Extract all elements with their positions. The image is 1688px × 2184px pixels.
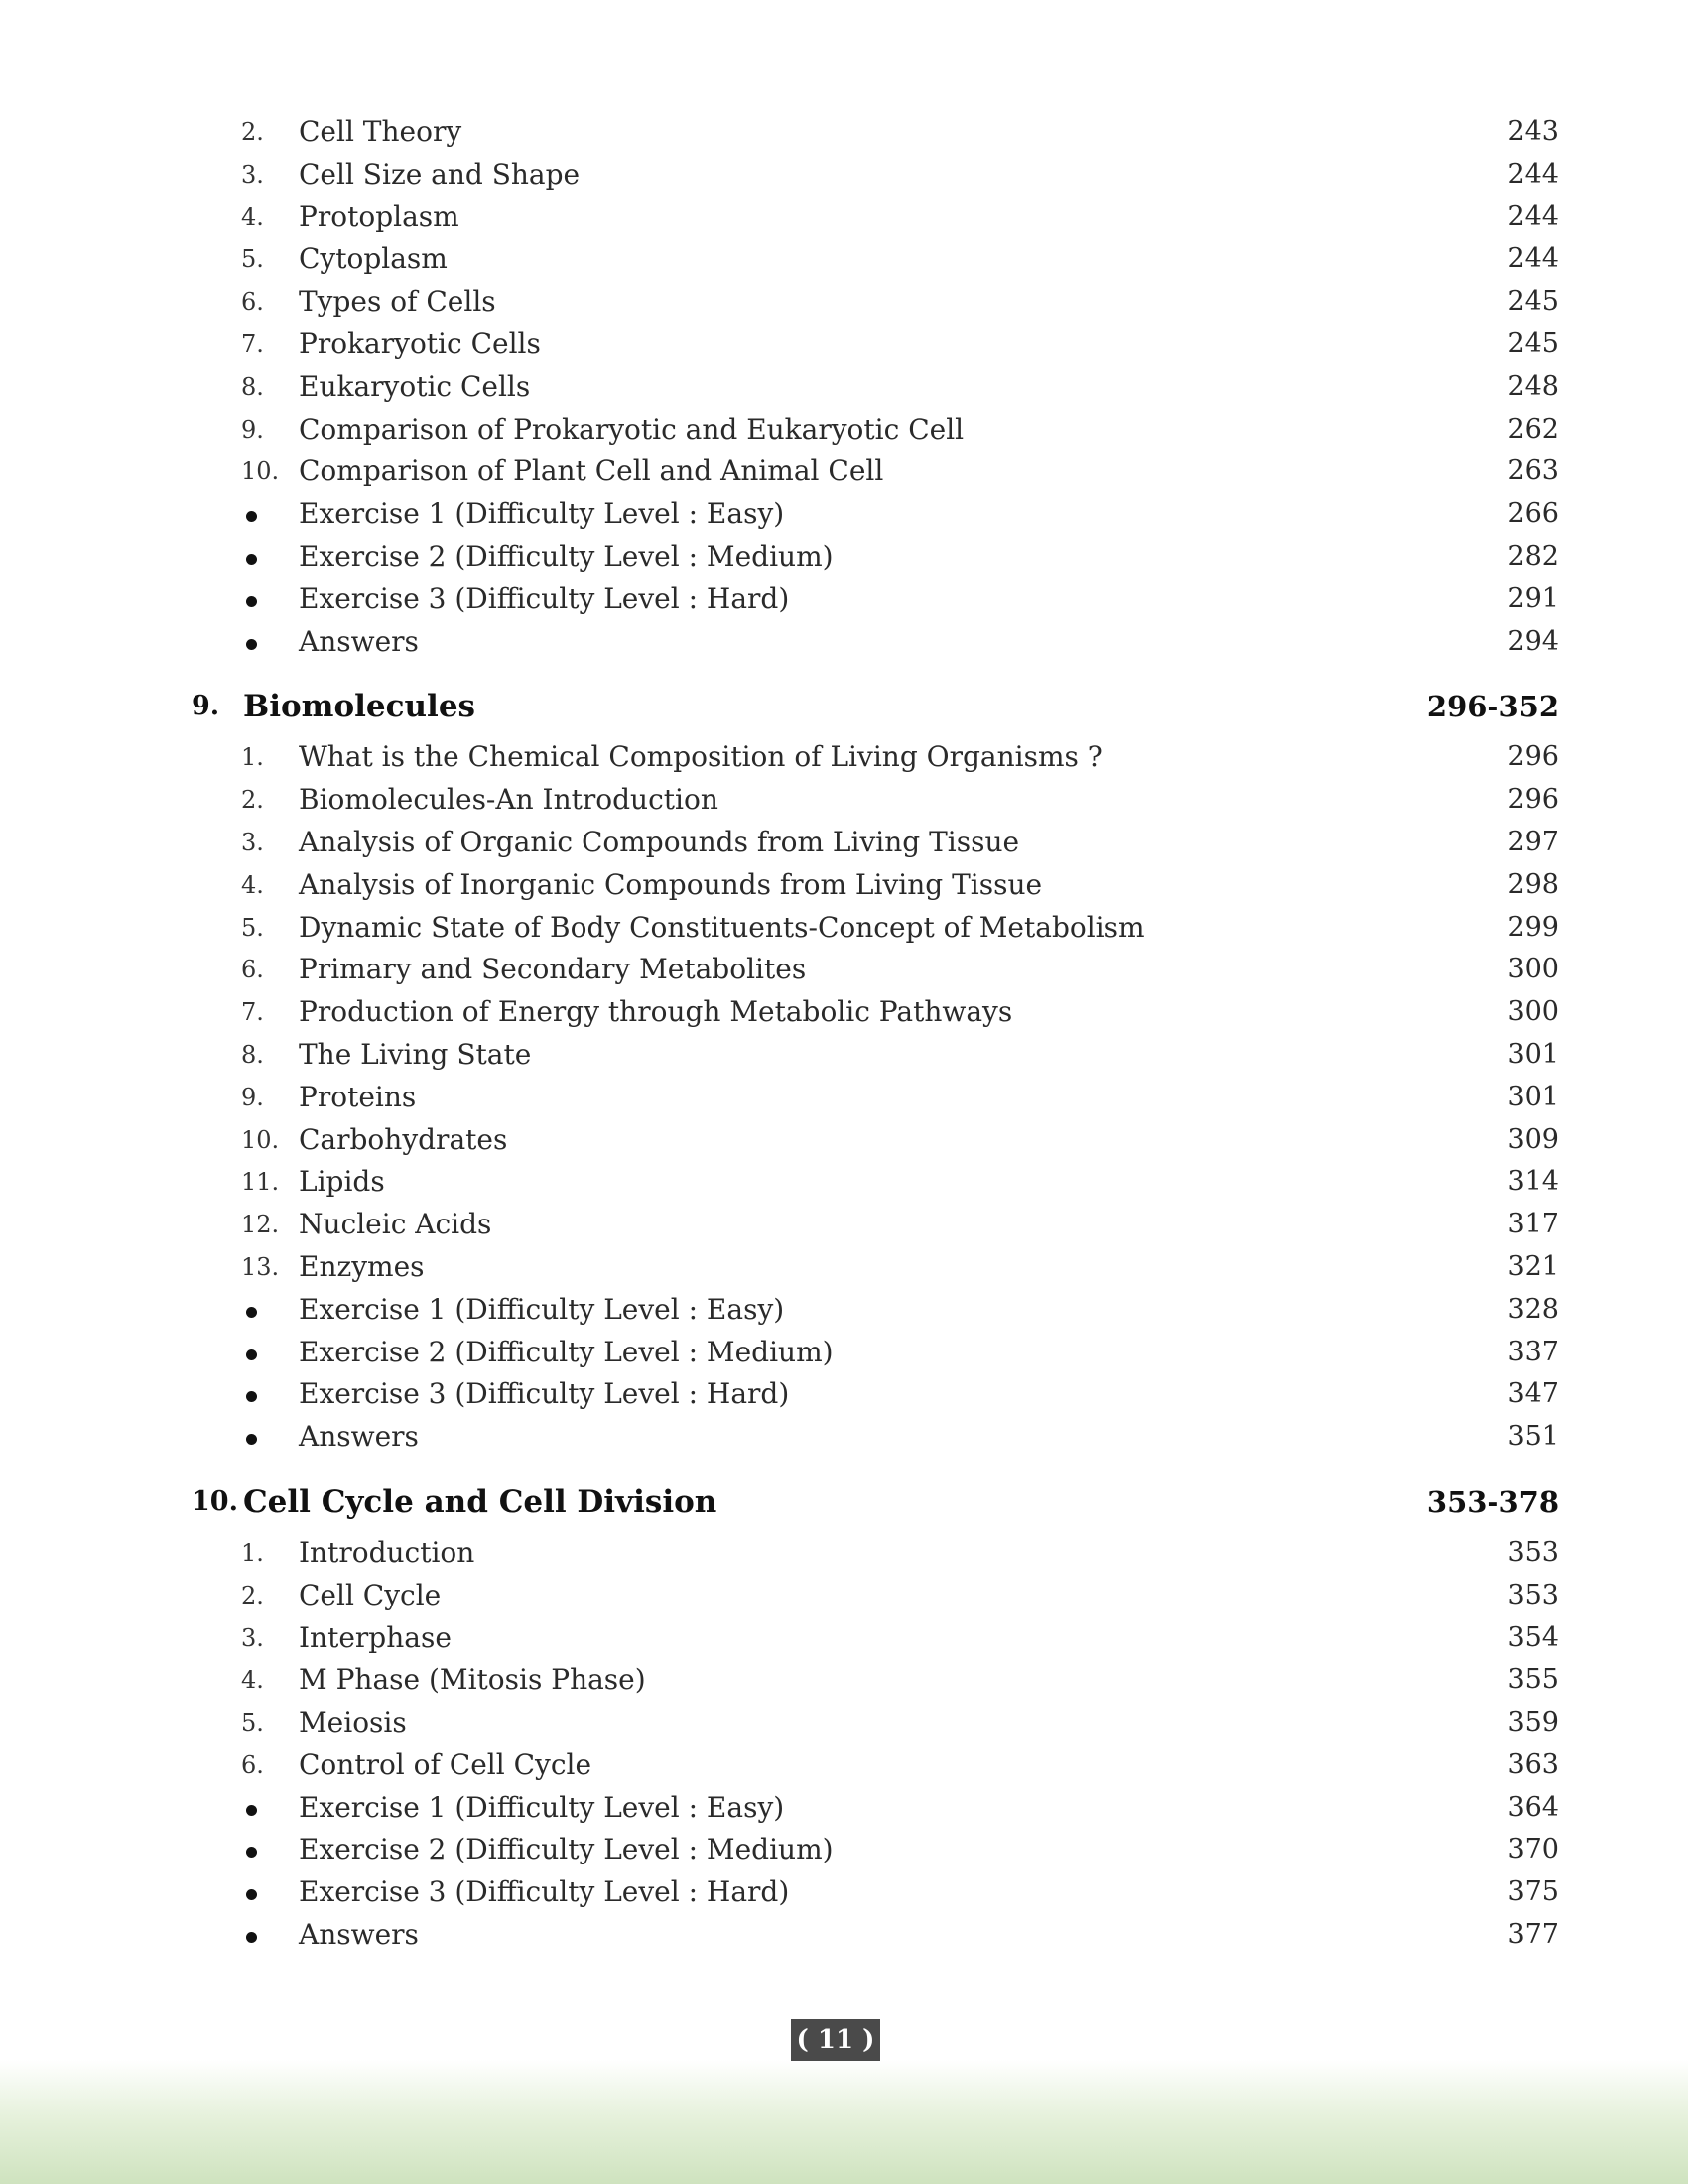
entry-title: Cell Theory xyxy=(299,115,462,148)
chapter-page-range: 296-352 xyxy=(1426,690,1559,724)
entry-title: Exercise 2 (Difficulty Level : Medium) xyxy=(299,1833,834,1866)
toc-entry xyxy=(0,450,1688,493)
entry-number: 12. xyxy=(241,1211,280,1239)
entry-page-number: 359 xyxy=(1507,1707,1559,1738)
toc-entry xyxy=(0,621,1688,664)
toc-entry xyxy=(0,1659,1688,1702)
toc-entry xyxy=(0,949,1688,991)
entry-title: Meiosis xyxy=(299,1706,407,1739)
toc-entry xyxy=(0,1332,1688,1374)
toc-entry xyxy=(0,281,1688,323)
entry-title: Exercise 1 (Difficulty Level : Easy) xyxy=(299,497,785,531)
entry-page-number: 300 xyxy=(1507,996,1559,1028)
bullet-icon xyxy=(246,639,257,650)
chapter-page-range: 353-378 xyxy=(1426,1484,1559,1519)
entry-title: Lipids xyxy=(299,1165,385,1199)
entry-page-number: 354 xyxy=(1507,1621,1559,1653)
entry-number: 10. xyxy=(241,457,280,486)
bullet-icon xyxy=(246,1391,257,1402)
toc-entry xyxy=(0,1204,1688,1246)
entry-page-number: 291 xyxy=(1507,582,1559,614)
toc-entry xyxy=(0,1914,1688,1957)
toc-entry xyxy=(0,1829,1688,1871)
entry-title: Answers xyxy=(299,624,419,658)
chapter-heading xyxy=(0,679,1688,734)
entry-title: Exercise 3 (Difficulty Level : Hard) xyxy=(299,1377,790,1411)
toc-entry xyxy=(0,1373,1688,1416)
entry-page-number: 244 xyxy=(1507,243,1559,275)
entry-title: M Phase (Mitosis Phase) xyxy=(299,1663,646,1697)
entry-page-number: 296 xyxy=(1507,741,1559,773)
entry-title: Answers xyxy=(299,1420,419,1454)
entry-title: Exercise 1 (Difficulty Level : Easy) xyxy=(299,1292,785,1326)
toc-entry xyxy=(0,409,1688,451)
toc-entry xyxy=(0,1744,1688,1787)
entry-title: Primary and Secondary Metabolites xyxy=(299,953,807,986)
entry-number: 4. xyxy=(241,870,264,899)
entry-title: Control of Cell Cycle xyxy=(299,1747,592,1781)
toc-entry xyxy=(0,1077,1688,1119)
toc-entry xyxy=(0,111,1688,154)
entry-title: Answers xyxy=(299,1918,419,1952)
entry-title: Eukaryotic Cells xyxy=(299,369,531,403)
entry-page-number: 301 xyxy=(1507,1038,1559,1070)
entry-page-number: 364 xyxy=(1507,1791,1559,1823)
entry-number: 3. xyxy=(241,828,264,856)
entry-page-number: 243 xyxy=(1507,116,1559,147)
table-of-contents xyxy=(0,111,1688,1957)
entry-title: Introduction xyxy=(299,1535,475,1569)
toc-entry xyxy=(0,493,1688,536)
entry-number: 2. xyxy=(241,786,264,815)
bullet-icon xyxy=(246,1805,257,1816)
entry-title: Interphase xyxy=(299,1620,452,1654)
entry-number: 5. xyxy=(241,913,264,942)
entry-page-number: 296 xyxy=(1507,784,1559,816)
bullet-icon xyxy=(246,1889,257,1900)
toc-entry xyxy=(0,1871,1688,1914)
entry-page-number: 375 xyxy=(1507,1876,1559,1908)
entry-page-number: 363 xyxy=(1507,1748,1559,1780)
bullet-icon xyxy=(246,511,257,522)
page-number-badge: ( 11 ) xyxy=(791,2019,880,2061)
entry-page-number: 298 xyxy=(1507,868,1559,900)
toc-entry xyxy=(0,536,1688,578)
entry-page-number: 337 xyxy=(1507,1336,1559,1367)
toc-entry xyxy=(0,1787,1688,1830)
chapter-number: 10. xyxy=(192,1485,238,1517)
toc-entry xyxy=(0,196,1688,239)
entry-title: Cell Cycle xyxy=(299,1578,442,1611)
entry-page-number: 370 xyxy=(1507,1834,1559,1865)
entry-number: 6. xyxy=(241,288,264,317)
entry-page-number: 244 xyxy=(1507,158,1559,190)
entry-page-number: 355 xyxy=(1507,1664,1559,1696)
entry-number: 3. xyxy=(241,160,264,189)
entry-title: Exercise 2 (Difficulty Level : Medium) xyxy=(299,1335,834,1368)
entry-number: 1. xyxy=(241,743,264,772)
entry-page-number: 300 xyxy=(1507,954,1559,985)
entry-number: 9. xyxy=(241,1083,264,1111)
entry-page-number: 328 xyxy=(1507,1293,1559,1325)
entry-page-number: 317 xyxy=(1507,1209,1559,1240)
entry-title: Exercise 2 (Difficulty Level : Medium) xyxy=(299,539,834,573)
entry-page-number: 314 xyxy=(1507,1166,1559,1198)
bullet-icon xyxy=(246,1434,257,1445)
entry-title: What is the Chemical Composition of Living Organisms ? xyxy=(299,740,1103,774)
toc-entry xyxy=(0,1161,1688,1204)
bullet-icon xyxy=(246,1847,257,1858)
toc-entry xyxy=(0,779,1688,822)
toc-entry xyxy=(0,238,1688,281)
entry-number: 11. xyxy=(241,1168,280,1197)
entry-title: Production of Energy through Metabolic Pathways xyxy=(299,995,1013,1029)
entry-page-number: 347 xyxy=(1507,1378,1559,1410)
entry-page-number: 301 xyxy=(1507,1081,1559,1112)
toc-entry xyxy=(0,1246,1688,1289)
entry-page-number: 263 xyxy=(1507,455,1559,487)
toc-entry xyxy=(0,907,1688,950)
toc-entry xyxy=(0,154,1688,196)
chapter-heading xyxy=(0,1475,1688,1530)
entry-page-number: 244 xyxy=(1507,200,1559,232)
entry-number: 4. xyxy=(241,202,264,231)
bullet-icon xyxy=(246,1932,257,1943)
entry-title: Nucleic Acids xyxy=(299,1208,492,1241)
entry-number: 7. xyxy=(241,329,264,358)
toc-entry xyxy=(0,1702,1688,1744)
toc-entry xyxy=(0,1575,1688,1617)
toc-entry xyxy=(0,1289,1688,1332)
toc-entry xyxy=(0,1532,1688,1575)
entry-page-number: 299 xyxy=(1507,911,1559,943)
toc-entry xyxy=(0,822,1688,864)
toc-entry xyxy=(0,864,1688,907)
entry-page-number: 262 xyxy=(1507,413,1559,445)
entry-number: 2. xyxy=(241,1581,264,1609)
toc-entry xyxy=(0,323,1688,366)
entry-page-number: 321 xyxy=(1507,1250,1559,1282)
entry-title: Proteins xyxy=(299,1080,417,1113)
toc-entry xyxy=(0,366,1688,409)
entry-number: 13. xyxy=(241,1252,280,1281)
chapter-number: 9. xyxy=(192,691,220,722)
bullet-icon xyxy=(246,1307,257,1318)
entry-title: The Living State xyxy=(299,1037,532,1071)
bullet-icon xyxy=(246,1349,257,1360)
entry-title: Carbohydrates xyxy=(299,1122,508,1156)
entry-number: 5. xyxy=(241,1709,264,1737)
entry-title: Analysis of Inorganic Compounds from Living Tissue xyxy=(299,867,1043,901)
toc-entry xyxy=(0,1034,1688,1077)
toc-entry xyxy=(0,1119,1688,1162)
entry-title: Comparison of Prokaryotic and Eukaryotic Cell xyxy=(299,412,965,446)
entry-page-number: 266 xyxy=(1507,498,1559,530)
entry-page-number: 245 xyxy=(1507,327,1559,359)
page-footer-gradient xyxy=(0,2060,1688,2184)
entry-title: Prokaryotic Cells xyxy=(299,326,541,360)
entry-page-number: 297 xyxy=(1507,826,1559,857)
entry-number: 8. xyxy=(241,1040,264,1069)
entry-number: 5. xyxy=(241,245,264,274)
entry-title: Analysis of Organic Compounds from Living Tissue xyxy=(299,825,1020,858)
entry-title: Protoplasm xyxy=(299,199,459,233)
entry-number: 6. xyxy=(241,1750,264,1779)
entry-number: 7. xyxy=(241,998,264,1027)
toc-entry xyxy=(0,991,1688,1034)
entry-number: 4. xyxy=(241,1666,264,1695)
entry-title: Exercise 1 (Difficulty Level : Easy) xyxy=(299,1790,785,1824)
entry-page-number: 309 xyxy=(1507,1123,1559,1155)
entry-title: Cell Size and Shape xyxy=(299,157,581,191)
entry-page-number: 248 xyxy=(1507,370,1559,402)
entry-title: Cytoplasm xyxy=(299,242,448,276)
entry-number: 8. xyxy=(241,372,264,401)
bullet-icon xyxy=(246,596,257,607)
entry-page-number: 245 xyxy=(1507,286,1559,318)
toc-entry xyxy=(0,736,1688,779)
entry-page-number: 353 xyxy=(1507,1536,1559,1568)
entry-page-number: 282 xyxy=(1507,540,1559,572)
toc-entry xyxy=(0,1416,1688,1459)
toc-entry xyxy=(0,1617,1688,1660)
entry-page-number: 351 xyxy=(1507,1421,1559,1453)
chapter-title: Cell Cycle and Cell Division xyxy=(243,1483,717,1520)
entry-title: Enzymes xyxy=(299,1249,425,1283)
chapter-title: Biomolecules xyxy=(243,689,475,725)
entry-title: Types of Cells xyxy=(299,285,496,319)
entry-title: Dynamic State of Body Constituents-Concept of Metabolism xyxy=(299,910,1145,944)
entry-number: 10. xyxy=(241,1125,280,1154)
entry-number: 1. xyxy=(241,1538,264,1567)
entry-number: 9. xyxy=(241,415,264,444)
entry-title: Comparison of Plant Cell and Animal Cell xyxy=(299,454,884,488)
entry-title: Exercise 3 (Difficulty Level : Hard) xyxy=(299,581,790,615)
entry-page-number: 353 xyxy=(1507,1579,1559,1610)
entry-number: 6. xyxy=(241,956,264,984)
bullet-icon xyxy=(246,554,257,565)
entry-number: 2. xyxy=(241,118,264,146)
entry-title: Exercise 3 (Difficulty Level : Hard) xyxy=(299,1875,790,1909)
entry-title: Biomolecules-An Introduction xyxy=(299,783,718,817)
entry-page-number: 377 xyxy=(1507,1919,1559,1951)
entry-number: 3. xyxy=(241,1623,264,1652)
entry-page-number: 294 xyxy=(1507,625,1559,657)
toc-entry xyxy=(0,578,1688,621)
